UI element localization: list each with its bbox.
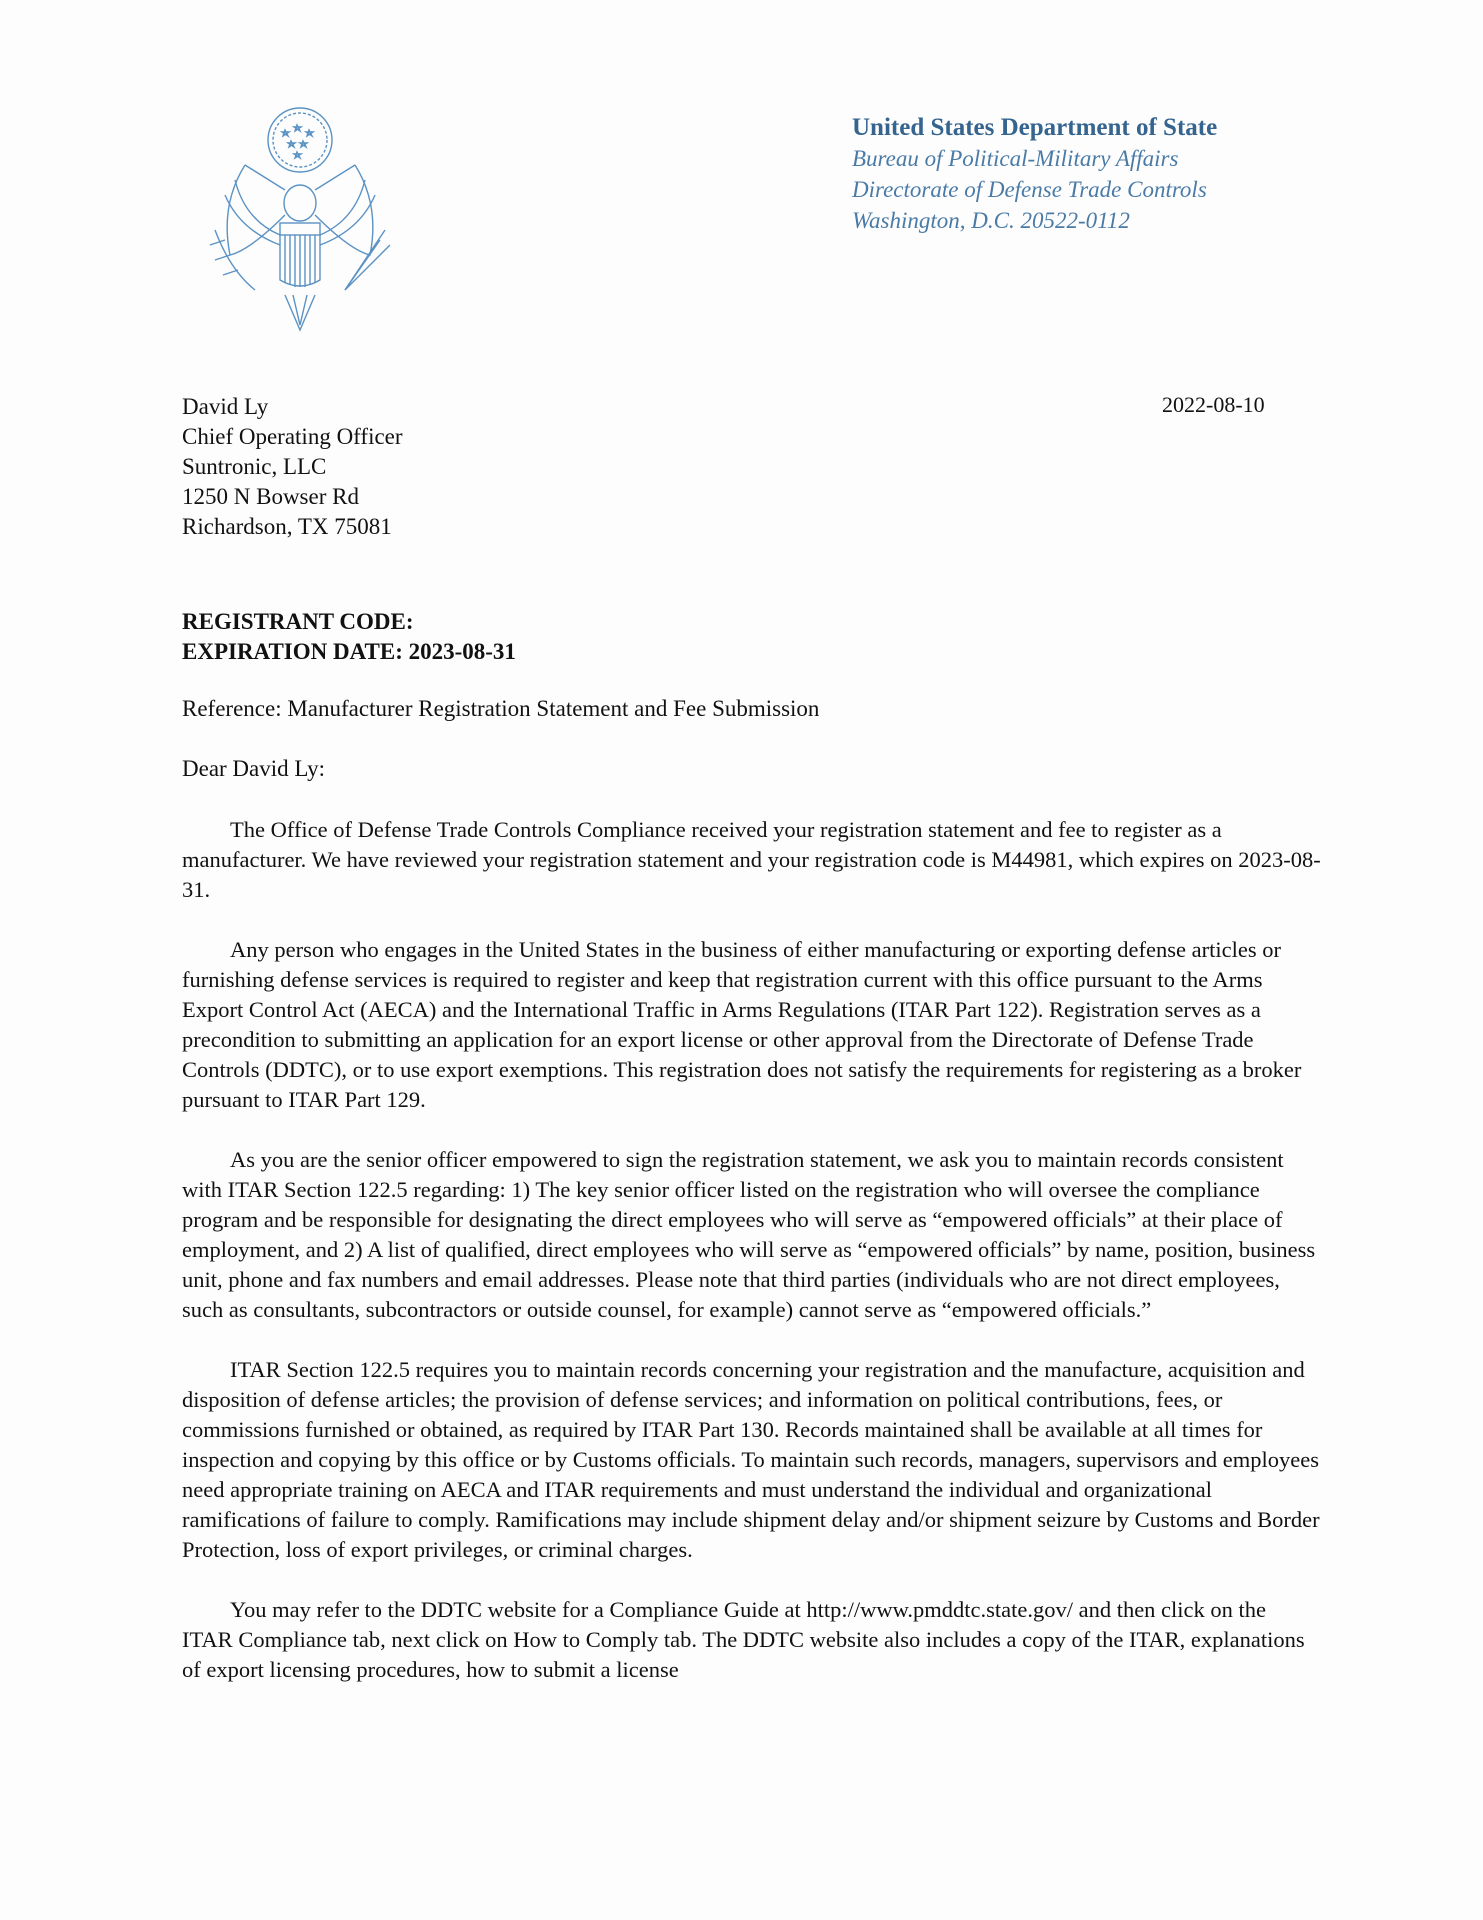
- bureau-name: Bureau of Political-Military Affairs: [852, 146, 1179, 171]
- salutation: Dear David Ly:: [182, 756, 326, 781]
- recipient-block: [182, 392, 403, 542]
- letterhead: [852, 112, 1217, 236]
- expiration-date: EXPIRATION DATE: 2023-08-31: [182, 639, 516, 664]
- registrant-code: REGISTRANT CODE:: [182, 609, 414, 634]
- recipient-street: 1250 N Bowser Rd: [182, 484, 359, 509]
- body-paragraph: The Office of Defense Trade Controls Compliance received your registration statement and fee to register as a manufacturer. We have reviewed your registration statement and your registration code is M44981, which expires on 2023-08-31.: [182, 817, 1321, 902]
- recipient-title: Chief Operating Officer: [182, 424, 403, 449]
- body-paragraph: As you are the senior officer empowered to sign the registration statement, we ask you to maintain records consistent with ITAR Section 122.5 regarding: 1) The key senior officer listed on the registration who will oversee the compliance program and be responsible for designating the direct employees who will serve as “empowered officials” at their place of employment, and 2) A list of qualified, direct employees who will serve as “empowered officials” by name, position, business unit, phone and fax numbers and email addresses. Please note that third parties (individuals who are not direct employees, such as consultants, subcontractors or outside counsel, for example) cannot serve as “empowered officials.”: [182, 1147, 1316, 1322]
- letter-date: 2022-08-10: [1162, 392, 1265, 417]
- body-paragraph: Any person who engages in the United States in the business of either manufacturing or exporting defense articles or furnishing defense services is required to register and keep that registration current with this office pursuant to the Arms Export Control Act (AECA) and the International Traffic in Arms Regulations (ITAR Part 122). Registration serves as a precondition to submitting an application for an export license or other approval from the Directorate of Defense Trade Controls (DDTC), or to use export exemptions. This registration does not satisfy the requirements for registering as a broker pursuant to ITAR Part 129.: [182, 937, 1302, 1112]
- recipient-company: Suntronic, LLC: [182, 454, 327, 479]
- great-seal-eagle-icon: [185, 95, 415, 335]
- registration-codes: [182, 607, 516, 667]
- letterhead-address: Washington, D.C. 20522-0112: [852, 208, 1130, 233]
- recipient-name: David Ly: [182, 394, 269, 419]
- recipient-city: Richardson, TX 75081: [182, 514, 392, 539]
- body-paragraph: ITAR Section 122.5 requires you to maintain records concerning your registration and the manufacture, acquisition and disposition of defense articles; the provision of defense services; and information on political contributions, fees, or commissions furnished or obtained, as required by ITAR Part 130. Records maintained shall be available at all times for inspection and copying by this office or by Customs officials. To maintain such records, managers, supervisors and employees need appropriate training on AECA and ITAR requirements and must understand the individual and organizational ramifications of failure to comply. Ramifications may include shipment delay and/or shipment seizure by Customs and Border Protection, loss of export privileges, or criminal charges.: [182, 1357, 1320, 1562]
- directorate-name: Directorate of Defense Trade Controls: [852, 177, 1207, 202]
- reference-line: Reference: Manufacturer Registration Statement and Fee Submission: [182, 696, 820, 721]
- department-name: United States Department of State: [852, 114, 1218, 141]
- body-paragraph: You may refer to the DDTC website for a Compliance Guide at http://www.pmddtc.state.gov/ and then click on the ITAR Compliance tab, next click on How to Comply tab. The DDTC website also includes a copy of the ITAR, explanations of export licensing procedures, how to submit a license: [182, 1597, 1305, 1682]
- letter-body: [182, 815, 1322, 1715]
